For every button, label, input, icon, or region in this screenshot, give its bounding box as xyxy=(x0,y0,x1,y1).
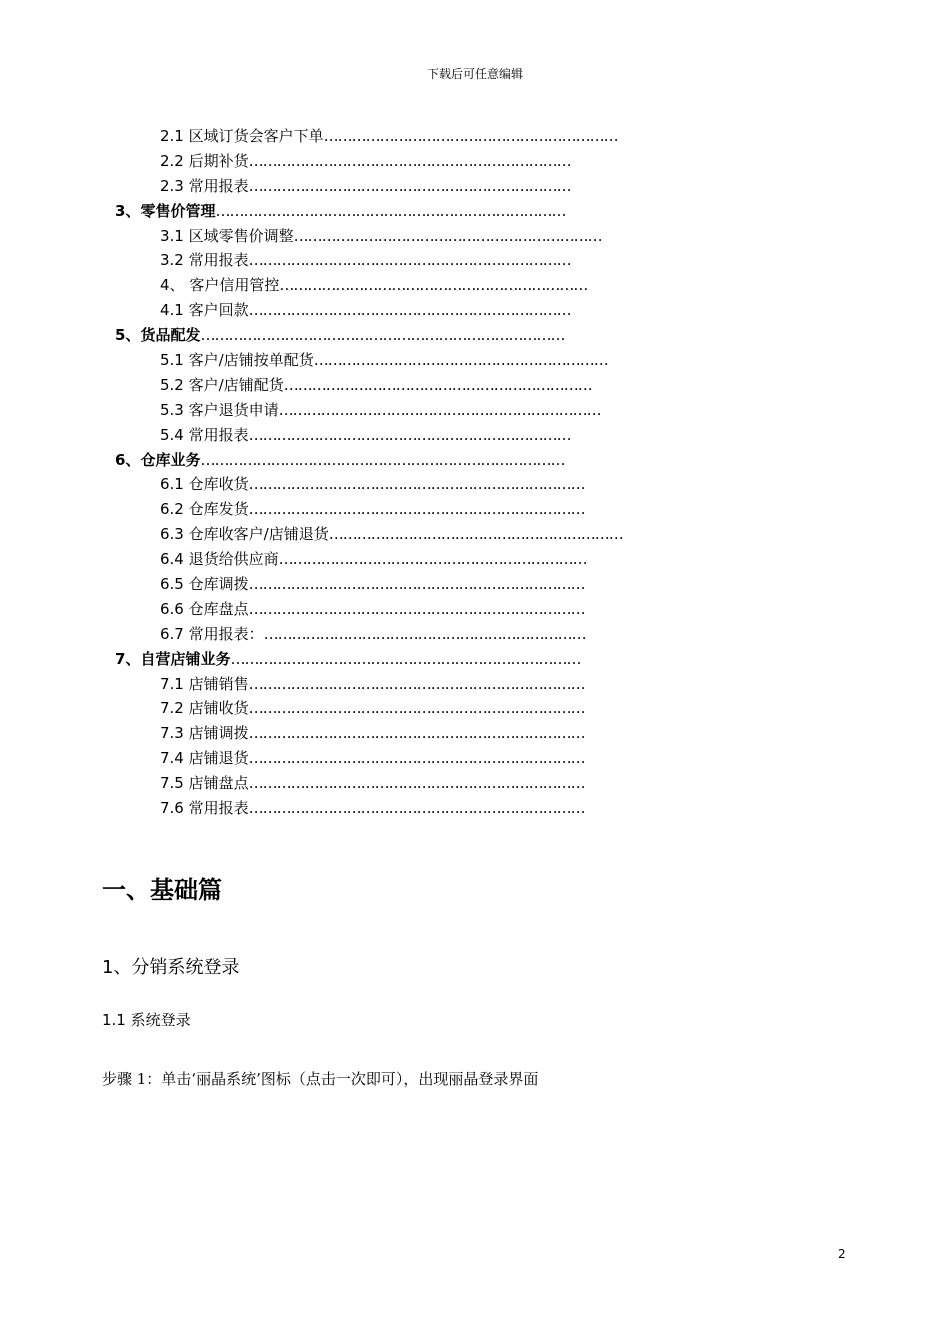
toc-entry-title: 后期补货 xyxy=(188,151,249,170)
toc-leader-dots: ………………………………………………………… xyxy=(283,375,592,394)
toc-entry[interactable] xyxy=(0,746,950,771)
toc-chapter-entry[interactable] xyxy=(0,323,950,348)
toc-entry-title: 客户/店铺配货 xyxy=(188,375,284,394)
page-header: 下载后可任意编辑 xyxy=(426,67,523,81)
toc-entry-number: 5.1 xyxy=(160,351,184,370)
toc-entry[interactable] xyxy=(0,398,950,423)
toc-entry-title: 常用报表： xyxy=(188,624,264,643)
toc-entry-title: 客户退货申请 xyxy=(188,400,279,419)
toc-leader-dots: ………………………………………………………………… xyxy=(215,201,566,220)
toc-leader-dots: …………………………………………………………… xyxy=(248,301,571,320)
toc-entry-title: 货品配发 xyxy=(140,326,201,345)
toc-entry[interactable] xyxy=(0,248,950,273)
toc-entry-title: 店铺调拨 xyxy=(188,724,249,743)
toc-entry-number: 2.2 xyxy=(160,151,184,170)
toc-leader-dots: ……………………………………………………………… xyxy=(248,599,585,618)
toc-entry-number: 5.2 xyxy=(160,375,184,394)
toc-chapter-entry[interactable] xyxy=(0,647,950,672)
toc-entry[interactable] xyxy=(0,597,950,622)
toc-entry[interactable] xyxy=(0,696,950,721)
toc-entry-number: 7、 xyxy=(115,649,141,668)
toc-leader-dots: ……………………………………………………………… xyxy=(248,575,585,594)
toc-entry-title: 常用报表 xyxy=(188,425,249,444)
toc-entry-number: 4.1 xyxy=(160,301,184,320)
subsection-heading: 1.1 系统登录 xyxy=(102,1011,191,1029)
toc-entry[interactable] xyxy=(0,796,950,821)
toc-entry[interactable] xyxy=(0,224,950,249)
toc-entry-number: 5.4 xyxy=(160,425,184,444)
toc-entry-title: 客户回款 xyxy=(188,301,249,320)
toc-entry-number: 7.4 xyxy=(160,749,184,768)
table-of-contents xyxy=(0,124,950,821)
toc-entry-number: 7.1 xyxy=(160,674,184,693)
toc-leader-dots: …………………………………………………………………… xyxy=(200,326,565,345)
toc-entry-title: 仓库业务 xyxy=(140,450,201,469)
toc-entry-title: 仓库发货 xyxy=(188,500,249,519)
toc-entry[interactable] xyxy=(0,522,950,547)
toc-entry-title: 客户信用管控 xyxy=(189,276,280,295)
toc-leader-dots: ……………………………………………………… xyxy=(323,127,618,145)
toc-entry[interactable] xyxy=(0,547,950,572)
toc-entry[interactable] xyxy=(0,572,950,597)
toc-entry-title: 常用报表 xyxy=(188,251,249,270)
toc-entry-title: 仓库收客户/店铺退货 xyxy=(188,525,329,544)
toc-entry-number: 4、 xyxy=(160,276,185,295)
toc-entry-number: 7.3 xyxy=(160,724,184,743)
toc-entry-title: 店铺销售 xyxy=(188,674,249,693)
toc-leader-dots: ……………………………………………………………… xyxy=(248,674,585,693)
toc-chapter-entry[interactable] xyxy=(0,199,950,224)
toc-entry-number: 7.2 xyxy=(160,699,184,718)
toc-entry[interactable] xyxy=(0,622,950,647)
toc-leader-dots: …………………………………………………………… xyxy=(248,176,571,195)
toc-leader-dots: ……………………………………………………………… xyxy=(248,475,585,494)
toc-entry-number: 6.1 xyxy=(160,475,184,494)
toc-leader-dots: ……………………………………………………………… xyxy=(248,799,585,818)
toc-entry-title: 常用报表 xyxy=(188,799,249,818)
toc-leader-dots: ………………………………………………………… xyxy=(293,226,602,245)
toc-entry-title: 仓库收货 xyxy=(188,475,249,494)
toc-entry-title: 店铺盘点 xyxy=(188,774,249,793)
toc-entry[interactable] xyxy=(0,273,950,298)
toc-entry-number: 5.3 xyxy=(160,400,184,419)
toc-leader-dots: …………………………………………………………………… xyxy=(200,450,565,469)
toc-entry-title: 区域零售价调整 xyxy=(188,226,294,245)
toc-entry-number: 6.6 xyxy=(160,599,184,618)
toc-leader-dots: …………………………………………………………… xyxy=(248,425,571,444)
toc-entry[interactable] xyxy=(0,721,950,746)
toc-entry[interactable] xyxy=(0,472,950,497)
toc-chapter-entry[interactable] xyxy=(0,448,950,473)
toc-leader-dots: ……………………………………………………………… xyxy=(248,699,585,718)
toc-entry[interactable] xyxy=(0,672,950,697)
toc-leader-dots: …………………………………………………………… xyxy=(248,251,571,270)
toc-leader-dots: …………………………………………………………… xyxy=(263,624,586,643)
toc-leader-dots: ……………………………………………………………… xyxy=(248,749,585,768)
toc-entry-title: 常用报表 xyxy=(188,176,249,195)
toc-entry-title: 退货给供应商 xyxy=(188,550,279,569)
toc-entry-number: 6、 xyxy=(115,450,141,469)
toc-entry-number: 7.5 xyxy=(160,774,184,793)
toc-entry-number: 6.2 xyxy=(160,500,184,519)
toc-entry-title: 店铺收货 xyxy=(188,699,249,718)
toc-entry[interactable] xyxy=(0,497,950,522)
step-paragraph: 步骤 1：单击‘丽晶系统’图标（点击一次即可），出现丽晶登录界面 xyxy=(102,1070,539,1088)
toc-leader-dots: ………………………………………………………………… xyxy=(230,649,581,668)
toc-entry[interactable] xyxy=(0,373,950,398)
toc-entry-title: 仓库调拨 xyxy=(188,575,249,594)
toc-entry-number: 5、 xyxy=(115,326,141,345)
toc-leader-dots: ……………………………………………………………… xyxy=(248,724,585,743)
toc-leader-dots: …………………………………………………………… xyxy=(248,151,571,170)
toc-entry-number: 2.1 xyxy=(160,127,184,145)
toc-entry-number: 7.6 xyxy=(160,799,184,818)
toc-entry-number: 6.7 xyxy=(160,624,184,643)
toc-entry[interactable] xyxy=(0,124,950,149)
toc-entry-number: 6.3 xyxy=(160,525,184,544)
toc-entry-title: 区域订货会客户下单 xyxy=(188,127,324,145)
toc-entry-number: 3、 xyxy=(115,201,141,220)
toc-entry-title: 自营店铺业务 xyxy=(140,649,231,668)
toc-entry[interactable] xyxy=(0,174,950,199)
section-heading: 1、分销系统登录 xyxy=(102,957,240,978)
toc-entry[interactable] xyxy=(0,771,950,796)
toc-leader-dots: ……………………………………………………………… xyxy=(248,500,585,519)
chapter-heading: 一、基础篇 xyxy=(102,875,222,904)
toc-entry-title: 客户/店铺按单配货 xyxy=(188,351,314,370)
toc-leader-dots: ……………………………………………………… xyxy=(328,525,623,544)
toc-leader-dots: ………………………………………………………… xyxy=(279,276,588,295)
toc-entry[interactable] xyxy=(0,149,950,174)
toc-entry[interactable] xyxy=(0,298,950,323)
toc-entry-number: 3.1 xyxy=(160,226,184,245)
toc-entry[interactable] xyxy=(0,348,950,373)
toc-entry-number: 3.2 xyxy=(160,251,184,270)
toc-leader-dots: ……………………………………………………… xyxy=(313,351,608,370)
toc-leader-dots: ……………………………………………………………… xyxy=(248,774,585,793)
toc-entry-title: 零售价管理 xyxy=(140,201,216,220)
toc-entry-number: 6.4 xyxy=(160,550,184,569)
toc-entry-number: 6.5 xyxy=(160,575,184,594)
toc-entry-number: 2.3 xyxy=(160,176,184,195)
toc-entry-title: 仓库盘点 xyxy=(188,599,249,618)
toc-leader-dots: …………………………………………………………… xyxy=(278,400,601,419)
toc-leader-dots: ………………………………………………………… xyxy=(278,550,587,569)
page-number: 2 xyxy=(838,1247,846,1261)
toc-entry[interactable] xyxy=(0,423,950,448)
toc-entry-title: 店铺退货 xyxy=(188,749,249,768)
